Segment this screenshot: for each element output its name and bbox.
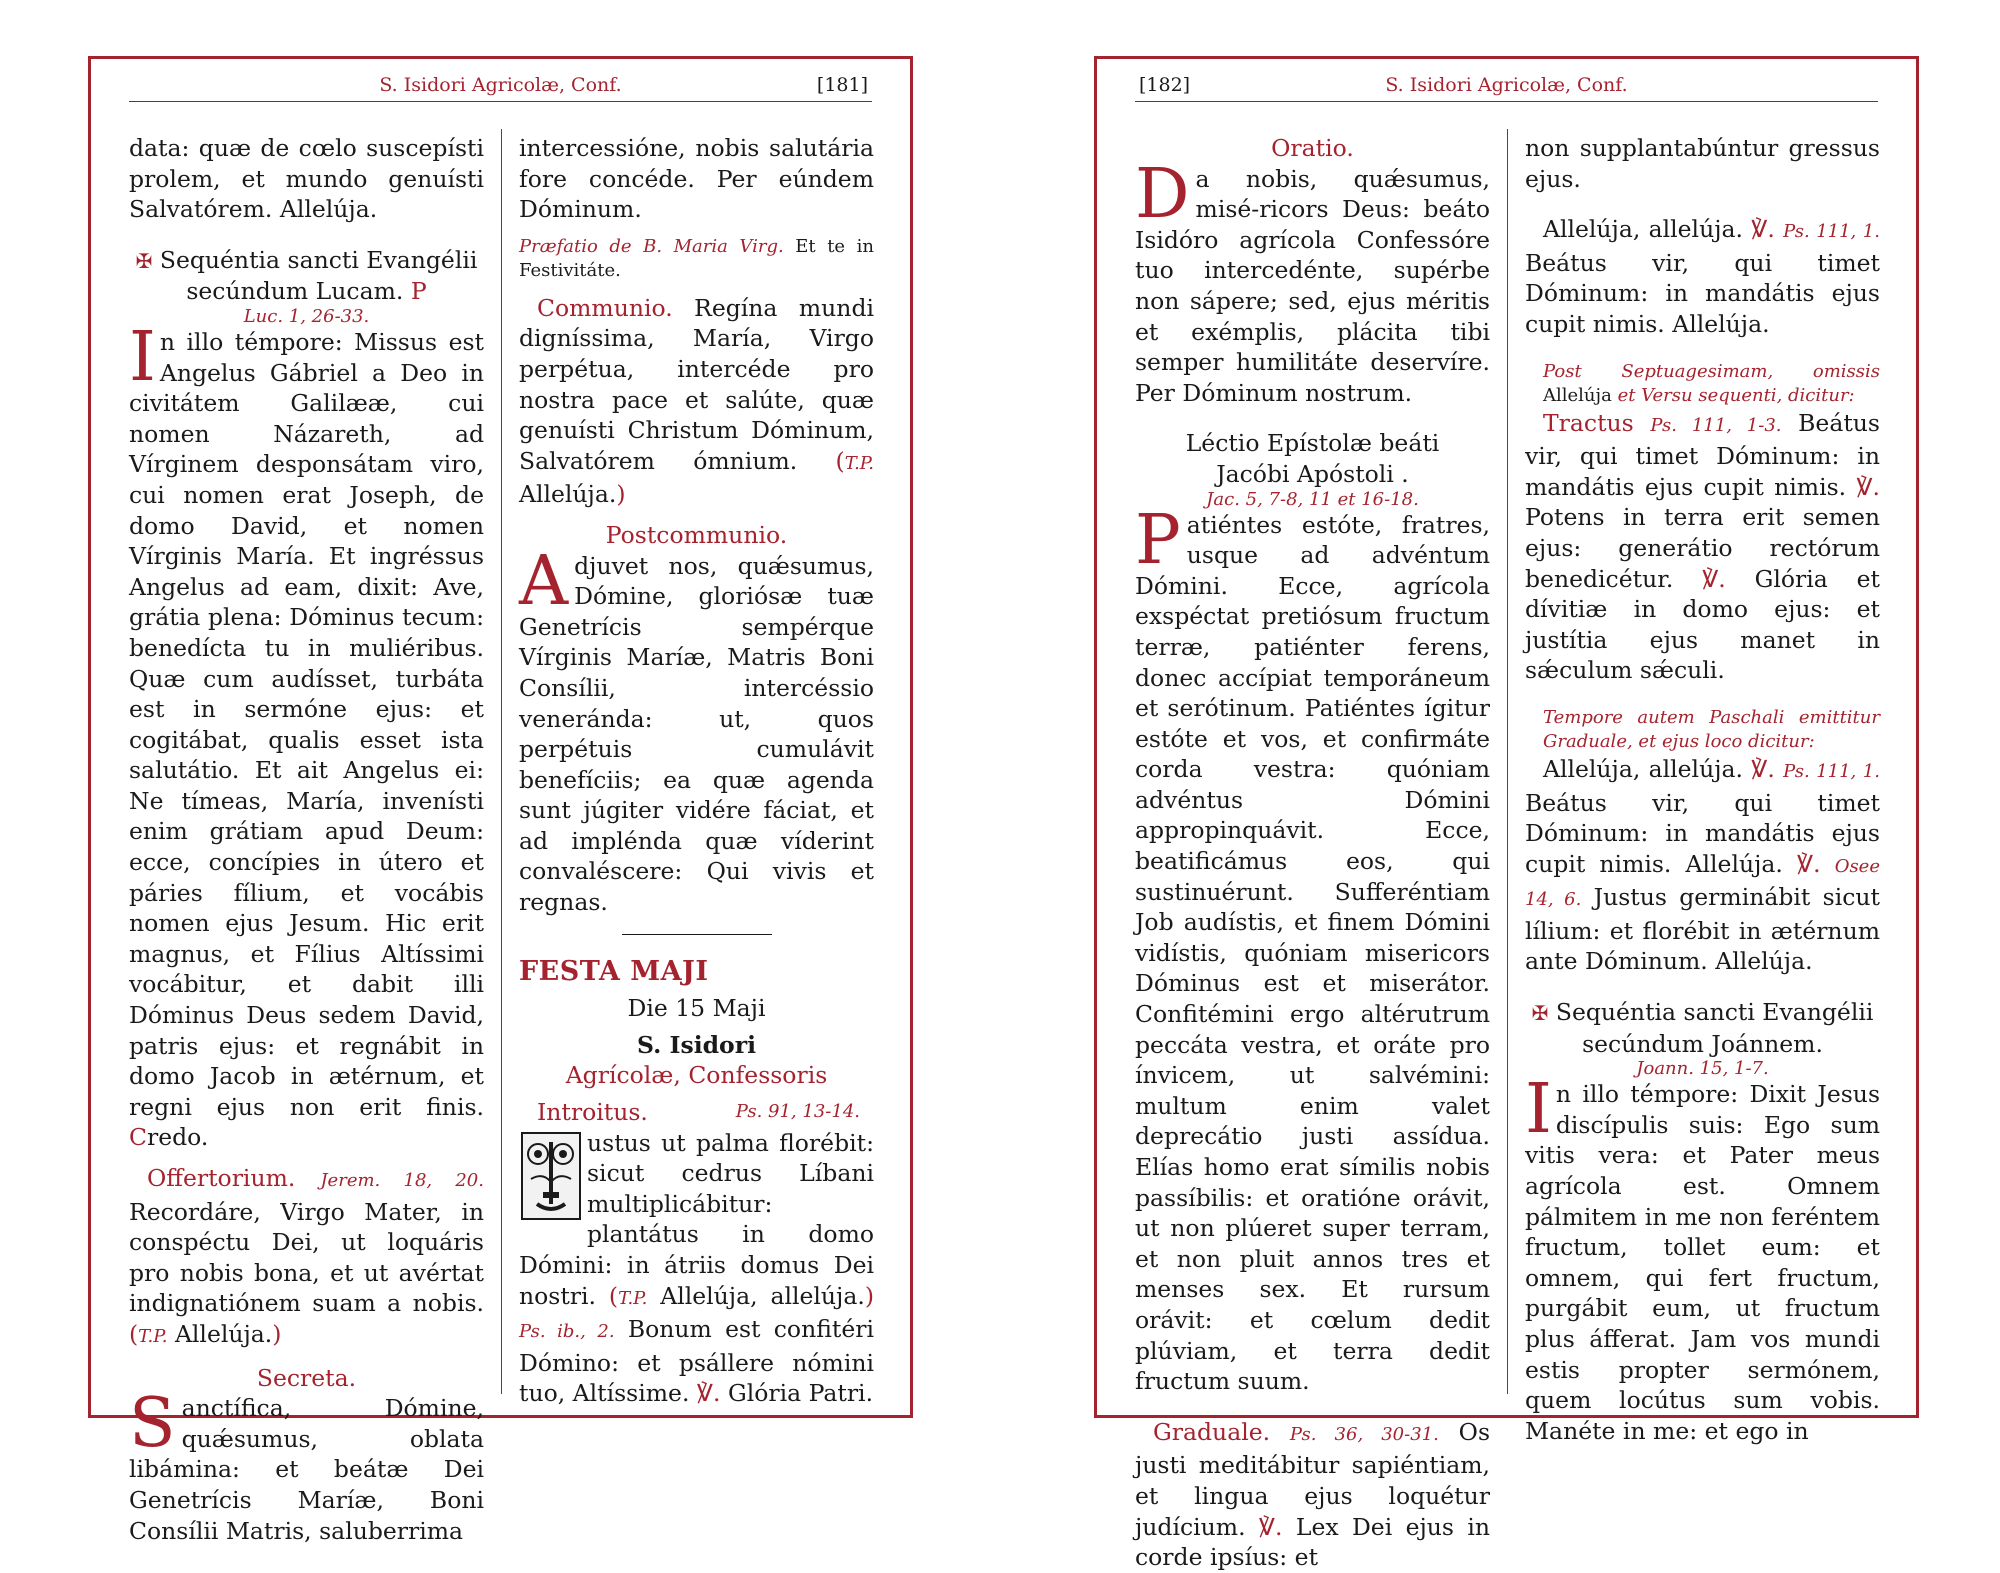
gospel-text: [129, 317, 484, 1153]
secret-label: Secreta.: [256, 1363, 357, 1392]
paschal-rubric: Tempore autem Paschali emittitur Graduale, et ejus loco dicitur:: [1543, 706, 1880, 752]
versicle-icon: ℣.: [1751, 215, 1775, 244]
ornamental-initial-icon: [521, 1132, 581, 1220]
alleluia-verse: Beátus vir, qui timet Dóminum: in mandátis ejus cupit nimis. Allelúja.: [1525, 788, 1880, 878]
gospel-text: [1525, 1070, 1880, 1446]
gradual-verse: Lex Dei ejus in corde ipsíus: et: [1135, 1512, 1490, 1572]
tp-label: T.P.: [618, 1287, 648, 1309]
saint-name: S. Isidori: [636, 1030, 757, 1059]
gospel-body: n illo témpore: Missus est Angelus Gábriel a Deo in civitátem Galilææ, cui nomen Názareth, ad Vírginem desponsátam viro, cui nomen erat Joseph, de domo David, et nomen Vírginis María. Et ingréssus Angelus ad eam, dixit: Ave, grátia plena: Dóminus tecum: benedícta tu in muliéribus. Quæ cum audísset, turbáta est in sermóne ejus: et cogitábat, qualis esset ista salutátio. Et ait Angelus ei: Ne tímeas, María, invenísti enim grátiam apud Deum: ecce, concípies in útero et páries fílium, et vocábis nomen ejus Jesum. Hic erit magnus, et Fílius Altíssimi vocábitur, et dabit illi Dóminus Deus sedem David, patris ejus: et regnábit in domo Jacob in ætérnum, et regni ejus non erit finis.: [129, 327, 484, 1121]
gradual-label: Graduale.: [1153, 1417, 1271, 1446]
paren-open: (: [608, 1281, 619, 1310]
introit-text: [519, 1128, 874, 1409]
right-column-1: [1135, 133, 1490, 1572]
tp-label: T.P.: [138, 1325, 168, 1347]
alleluia-text: Allelúja, allelúja.: [1543, 215, 1743, 244]
versicle-icon: ℣.: [1258, 1512, 1283, 1541]
preface-rubric: [519, 235, 874, 283]
offertory-reference: Jerem. 18, 20.: [320, 1170, 484, 1191]
postcommunion-label: Postcommunio.: [605, 520, 788, 549]
communion-text: Regína mundi digníssima, María, Virgo perpétua, intercéde pro nostra pace et salúte, quæ genuísti Christum Dóminum, Salvatórem ómnium.: [519, 293, 874, 475]
paragraph: data: quæ de cœlo suscepísti prolem, et mundo genuísti Salvatórem. Allelúja.: [129, 134, 484, 224]
psalm-text: Bonum est confitéri Dómino: et psállere nómini tuo, Altíssime.: [519, 1315, 874, 1408]
lesson-title-1: Léctio Epístolæ beáti: [1185, 429, 1440, 458]
tp-text: Allelúja.: [519, 480, 617, 509]
preface-text: Et te in Festivitáte.: [519, 235, 874, 281]
versicle-icon: ℣.: [1797, 849, 1821, 878]
secret-body: anctífica, Dómine, quǽsumus, oblata libámina: et beátæ Dei Genetrícis Maríæ, Boni Consílii Matris, saluberrima: [129, 1394, 484, 1545]
alleluia-reference: Ps. 111, 1.: [1783, 221, 1880, 243]
introit-heading: [519, 1097, 874, 1128]
alleluia-reference: Ps. 111, 1.: [1783, 760, 1880, 782]
psalm-reference: Ps. ib., 2.: [519, 1321, 615, 1343]
left-page: [88, 56, 913, 1545]
tp-text: Allelúja, allelúja.: [660, 1281, 865, 1310]
rubric-text: et Versu sequenti, dicitur:: [1617, 384, 1855, 406]
gradual-text: Os justi meditábitur sapiéntiam, et lingua ejus loquétur judícium.: [1135, 1417, 1490, 1541]
right-column-2: [1525, 133, 1880, 1445]
right-page: [1094, 56, 1919, 1572]
column-divider: [1507, 129, 1508, 1394]
lesson-body: atiéntes estóte, fratres, usque ad advéntum Dómini. Ecce, agrícola exspéctat pretiósum fructum terræ, patiénter ferens, donec accípiat temporáneum et serótinum. Patiéntes ígitur estóte et vos, et confirmáte corda vestra: quóniam advéntus Dómini appropinquávit. Ecce, beatificámus eos, qui sustinuérunt. Sufferéntiam Job audístis, et finem Dómini vidístis, quóniam misericors Dóminus est et miserátor. Confitémini ergo altérutrum peccáta vestra, et oráte pro ínvicem, ut salvémini: multum enim valet deprecátio justi assídua. Elías homo erat símilis nobis passíbilis: et oratióne orávit, ut non plúeret super terram, et non pluit annos tres et menses sex. Et rursum orávit: et cœlum dedit plúviam, et terra dedit fructum suum.: [1135, 510, 1490, 1396]
cross-icon: ✠: [135, 248, 153, 273]
osee-reference: Osee 14, 6.: [1525, 855, 1880, 911]
paragraph: intercessióne, nobis salutária fore concéde. Per eúndem Dóminum.: [519, 134, 874, 224]
rubric-text: Post Septuagesimam, omissis: [1543, 360, 1880, 382]
versicle-icon: ℣.: [1856, 472, 1880, 501]
credo-initial: C: [129, 1123, 147, 1152]
drop-initial: I: [129, 317, 156, 397]
gospel-title: Sequéntia sancti Evangélii secúndum Lucam.: [159, 245, 478, 306]
feast-title: FESTA MAJI: [519, 955, 709, 987]
rubric-word: Allelúja: [1543, 384, 1612, 406]
alleluia-verse: Beátus vir, qui timet Dóminum: in mandátis ejus cupit nimis. Allelúja.: [1525, 248, 1880, 338]
left-column-1: [129, 133, 484, 1545]
paren-open: (: [835, 446, 845, 475]
secret-text: [129, 1384, 484, 1546]
saint-title: Agrícolæ, Confessoris: [565, 1061, 828, 1090]
gloria-text: Glória Patri.: [727, 1379, 874, 1408]
introit-reference: Ps. 91, 13-14.: [735, 1101, 860, 1123]
gospel-p-mark: P: [410, 277, 427, 306]
versicle-icon: ℣.: [1702, 564, 1726, 593]
running-title: S. Isidori Agricolæ, Conf.: [379, 74, 622, 96]
gospel-reference: Luc. 1, 26-33.: [243, 305, 370, 327]
osee-text: Justus germinábit sicut lílium: et florébit in ætérnum ante Dóminum. Allelúja.: [1525, 883, 1880, 976]
left-column-2: [519, 133, 874, 1408]
gospel-title: Sequéntia sancti Evangélii secúndum Joánnem.: [1555, 998, 1874, 1058]
lesson-reference: Jac. 5, 7-8, 11 et 16-18.: [1206, 488, 1419, 510]
paschal-alleluia: [1525, 754, 1880, 977]
offertory-label: Offertorium.: [147, 1164, 296, 1192]
tract-reference: Ps. 111, 1-3.: [1650, 414, 1782, 436]
column-divider: [501, 129, 502, 1394]
gospel-body: n illo témpore: Dixit Jesus discípulis suis: Ego sum vitis vera: et Pater meus agrícola est. Omnem pálmitem in me non feréntem fructum, tollet eum: et omnem, qui fert fructum, purgábit eum, ut fructum plus áfferat. Jam vos mundi estis propter sermónem, quem locútus sum vobis. Manéte in me: et ego in: [1525, 1080, 1880, 1445]
paragraph: non supplantabúntur gressus ejus.: [1525, 134, 1880, 193]
alleluia: [1525, 214, 1880, 339]
paren-close: ): [864, 1281, 874, 1310]
offertory: [129, 1163, 484, 1353]
paren-open: (: [129, 1319, 139, 1348]
lesson-text: [1135, 500, 1490, 1397]
gospel-heading: [1525, 997, 1880, 1059]
gospel-reference: Joann. 15, 1-7.: [1636, 1058, 1769, 1080]
drop-initial: P: [1135, 500, 1181, 580]
running-title: S. Isidori Agricolæ, Conf.: [1385, 74, 1628, 96]
lesson-title-2: Jacóbi Apóstoli .: [1216, 459, 1409, 488]
versicle-icon: ℣.: [1751, 754, 1775, 783]
page-number: [182]: [1139, 74, 1191, 96]
cross-icon: ✠: [1531, 1001, 1549, 1026]
gospel-heading: [129, 245, 484, 307]
alleluia-text: Allelúja, allelúja.: [1543, 754, 1743, 783]
introit-body: ustus ut palma florébit: sicut cedrus Líbani multiplicábitur: plantátus in domo Dómini: in átriis domus Dei nostri.: [519, 1128, 874, 1310]
tract-text: Glória et dívitiæ in domo ejus: et justítia ejus manet in sǽculum sǽculi.: [1525, 564, 1880, 685]
drop-initial: A: [519, 541, 569, 621]
tp-text: Allelúja.: [174, 1319, 273, 1348]
page-number: [181]: [816, 74, 868, 96]
page-header: [1135, 71, 1878, 102]
section-rule: [622, 934, 772, 935]
gradual: [1135, 1417, 1490, 1573]
oratio-label: Oratio.: [1271, 134, 1354, 162]
postcommunion-text: [519, 541, 874, 918]
tract-text: Potens in terra erit semen ejus: generátio rectórum benedicétur.: [1525, 503, 1880, 593]
preface-rubric-text: Præfatio de B. Maria Virg.: [519, 235, 784, 257]
oratio-body: a nobis, quǽsumus, misé-ricors Deus: beáto Isidóro agrícola Confessóre tuo intercedénte, supérbe non sápere; sed, ejus méritis et exémplis, plácita tibi semper humilitáte deservíre. Per Dóminum nostrum.: [1135, 164, 1490, 407]
tract-label: Tractus: [1543, 408, 1634, 437]
paren-close: ): [272, 1319, 282, 1348]
oratio-text: [1135, 154, 1490, 409]
page-header: [129, 71, 872, 102]
feast-date: Die 15 Maji: [627, 994, 766, 1023]
septuagesima-rubric: [1525, 360, 1880, 408]
tp-label: T.P.: [844, 452, 874, 474]
gradual-reference: Ps. 36, 30-31.: [1289, 1423, 1439, 1445]
tract-text: Beátus vir, qui timet Dóminum: in mandátis ejus cupit nimis.: [1525, 408, 1880, 501]
introit-label: Introitus.: [537, 1098, 648, 1127]
drop-initial: I: [1525, 1070, 1552, 1150]
communion: [519, 293, 874, 510]
versicle-icon: ℣.: [696, 1379, 721, 1408]
tract: [1525, 408, 1880, 686]
offertory-text: Recordáre, Virgo Mater, in conspéctu Dei, ut loquáris pro nobis bona, et ut avértat indignatiónem suam a nobis.: [129, 1197, 484, 1318]
credo-rest: redo.: [146, 1123, 209, 1152]
drop-initial: D: [1135, 154, 1190, 234]
paren-close: ): [616, 480, 626, 509]
drop-initial: S: [129, 1384, 176, 1464]
postcommunion-body: djuvet nos, quǽsumus, Dómine, gloriósæ tuæ Genetrícis sempérque Vírginis Maríæ, Matris Boni Consílii, intercéssio veneránda: ut, quos perpétuis cumulávit benefíciis; ea quæ agenda sunt júgiter vidére fáciat, et ad implénda quæ víderint convaléscere: Qui vivis et regnas.: [519, 551, 874, 917]
communion-label: Communio.: [537, 293, 673, 322]
